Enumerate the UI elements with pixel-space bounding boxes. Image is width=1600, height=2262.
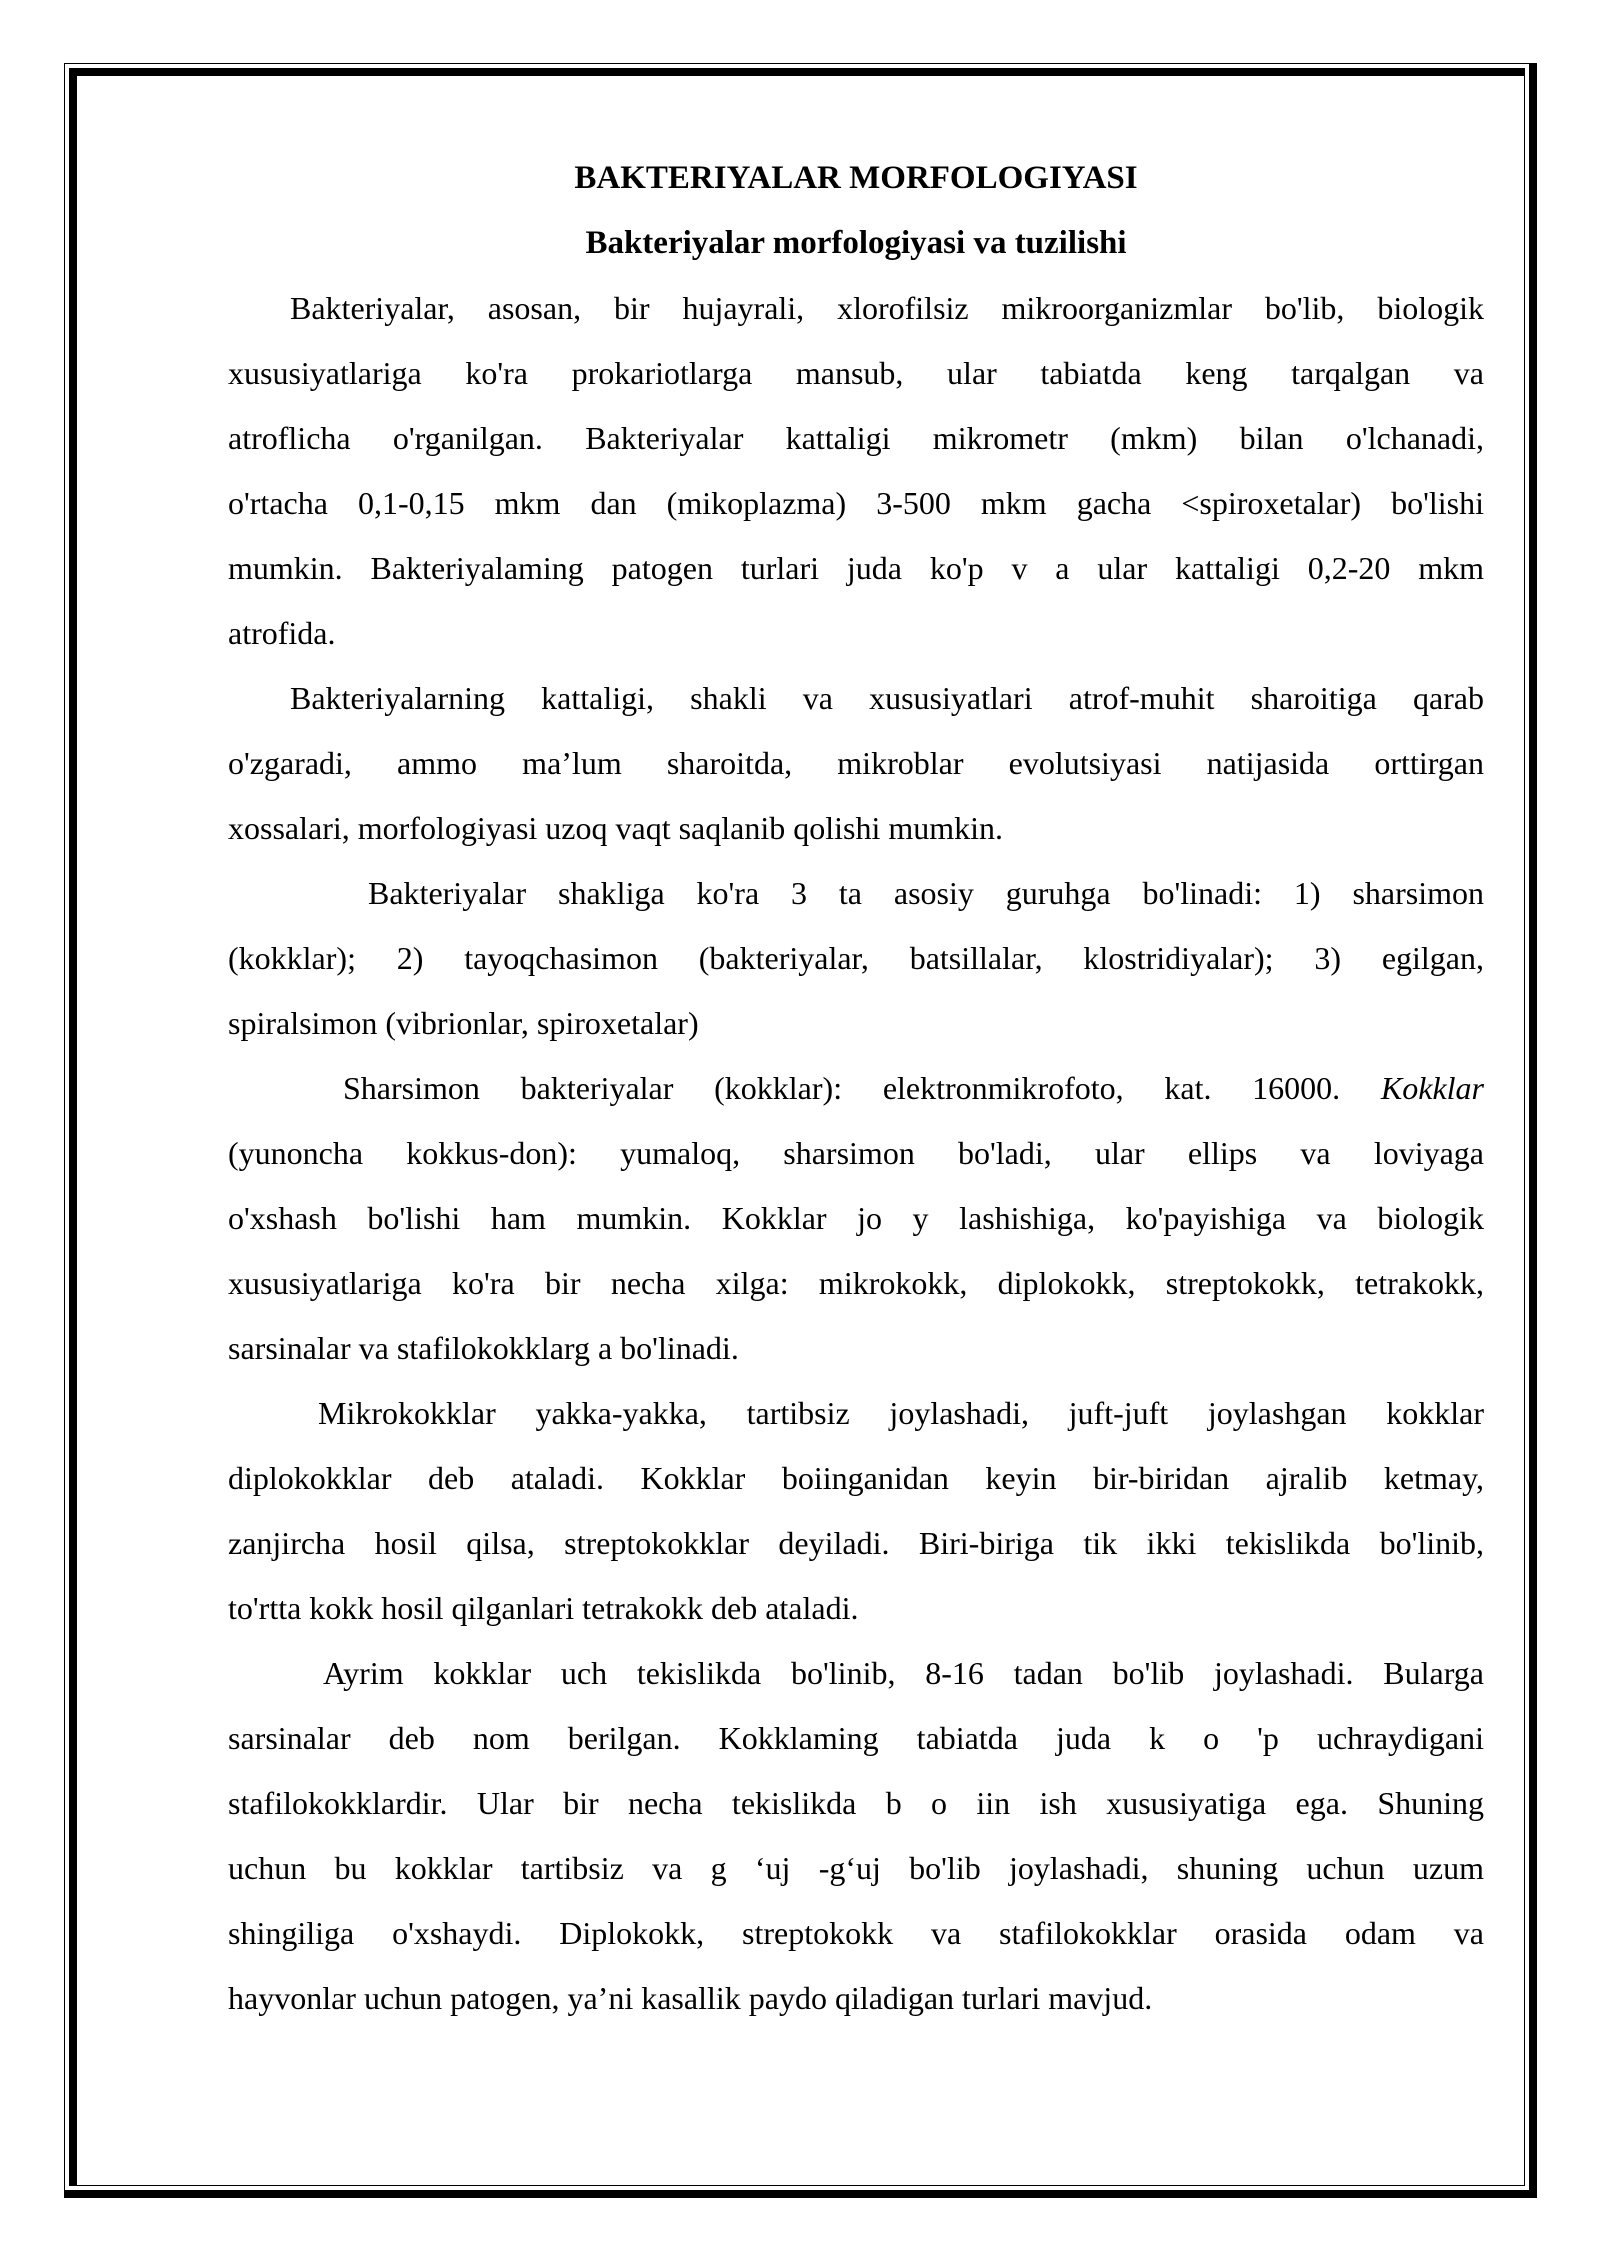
text-line: atrofida. — [228, 615, 336, 651]
text-line: Ayrim kokklar uch tekislikda bo'linib, 8-16 tadan bo'lib joylashadi. Bularga — [323, 1655, 1484, 1691]
text-line: stafilokokklardir. Ular bir necha tekislikda b o iin ish xususiyatiga ega. Shuning — [228, 1785, 1484, 1821]
text-line: xossalari, morfologiyasi uzoq vaqt saqlanib qolishi mumkin. — [228, 810, 1004, 846]
text-line: o'xshash bo'lishi ham mumkin. Kokklar jo y lashishiga, ko'payishiga va biologik — [228, 1200, 1484, 1236]
text-line: spiralsimon (vibrionlar, spiroxetalar) — [228, 1005, 699, 1041]
text-line: hayvonlar uchun patogen, ya’ni kasallik paydo qiladigan turlari mavjud. — [228, 1980, 1153, 2016]
text-line: uchun bu kokklar tartibsiz va g ‘uj -g‘uj bo'lib joylashadi, shuning uchun uzum — [228, 1850, 1484, 1886]
text-line: o'zgaradi, ammo ma’lum sharoitda, mikroblar evolutsiyasi natijasida orttirgan — [228, 745, 1484, 781]
text-line: sarsinalar va stafilokokklarg a bo'linadi. — [228, 1330, 739, 1366]
text-line: sarsinalar deb nom berilgan. Kokklaming tabiatda juda k o 'p uchraydigani — [228, 1720, 1484, 1756]
text-line: to'rtta kokk hosil qilganlari tetrakokk deb ataladi. — [228, 1590, 859, 1626]
document-body — [228, 276, 1484, 2031]
page-border-frame — [64, 63, 1537, 2198]
text-line: mumkin. Bakteriyalaming patogen turlari juda ko'p v a ular kattaligi 0,2-20 mkm — [228, 550, 1484, 586]
page-title: BAKTERIYALAR MORFOLOGIYASI — [574, 160, 1138, 196]
text-line: xususiyatlariga ko'ra bir necha xilga: mikrokokk, diplokokk, streptokokk, tetrakokk, — [228, 1265, 1484, 1301]
text-line: xususiyatlariga ko'ra prokariotlarga mansub, ular tabiatda keng tarqalgan va — [228, 355, 1484, 391]
text-line: o'rtacha 0,1-0,15 mkm dan (mikoplazma) 3-500 mkm gacha <spiroxetalar) bo'lishi — [228, 485, 1484, 521]
text-line: Bakteriyalarning kattaligi, shakli va xususiyatlari atrof-muhit sharoitiga qarab — [290, 680, 1484, 716]
text-line: diplokokklar deb ataladi. Kokklar boiinganidan keyin bir-biridan ajralib ketmay, — [228, 1460, 1484, 1496]
text-line: atroflicha o'rganilgan. Bakteriyalar kattaligi mikrometr (mkm) bilan o'lchanadi, — [228, 420, 1484, 456]
page-subtitle: Bakteriyalar morfologiyasi va tuzilishi — [585, 225, 1127, 261]
text-line: (yunoncha kokkus-don): yumaloq, sharsimon bo'ladi, ular ellips va loviyaga — [228, 1135, 1484, 1171]
text-line: shingiliga o'xshaydi. Diplokokk, streptokokk va stafilokokklar orasida odam va — [228, 1915, 1484, 1951]
text-line: Sharsimon bakteriyalar (kokklar): elektronmikrofoto, kat. 16000. Kokklar — [343, 1070, 1484, 1106]
text-line: Bakteriyalar, asosan, bir hujayrali, xlorofilsiz mikroorganizmlar bo'lib, biologik — [290, 290, 1484, 326]
page-border-frame-inner — [69, 68, 1525, 2186]
text-line: Mikrokokklar yakka-yakka, tartibsiz joylashadi, juft-juft joylashgan kokklar — [318, 1395, 1484, 1431]
text-line: Bakteriyalar shakliga ko'ra 3 ta asosiy guruhga bo'linadi: 1) sharsimon — [368, 875, 1484, 911]
text-line: zanjircha hosil qilsa, streptokokklar deyiladi. Biri-biriga tik ikki tekislikda bo'linib, — [228, 1525, 1484, 1561]
text-line: (kokklar); 2) tayoqchasimon (bakteriyalar, batsillalar, klostridiyalar); 3) egilgan, — [228, 940, 1484, 976]
